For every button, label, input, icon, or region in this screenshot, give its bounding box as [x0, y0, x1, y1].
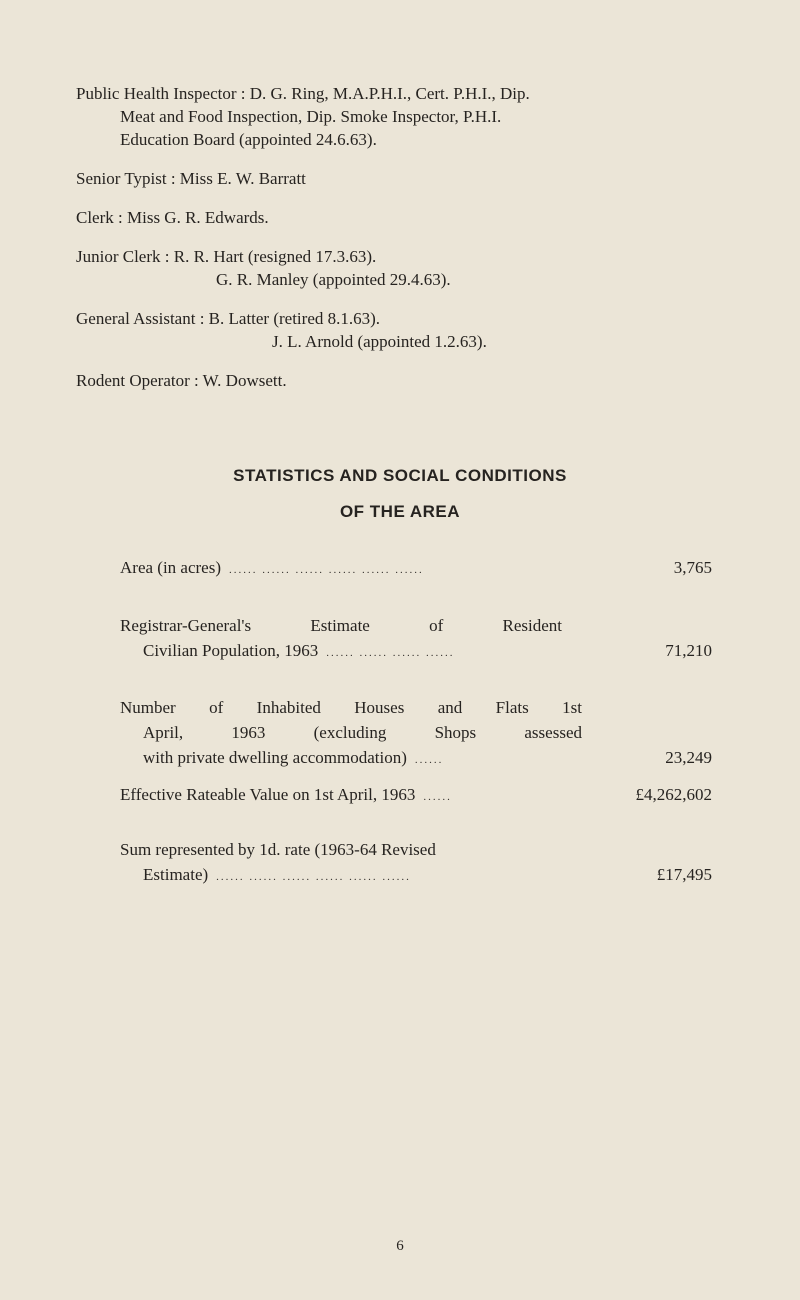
- rateable-value: £4,262,602: [635, 785, 712, 804]
- penny-rate-row: [120, 837, 712, 890]
- population-label-line-2: Civilian Population, 1963: [143, 641, 319, 660]
- population-value: 71,210: [665, 641, 712, 660]
- phi-line-1: Public Health Inspector : D. G. Ring, M.A.P.H.I., Cert. P.H.I., Dip.: [76, 84, 530, 103]
- senior-typist-entry: Senior Typist : Miss E. W. Barratt: [76, 169, 306, 188]
- leader-dots: ...... ...... ...... ......: [326, 647, 455, 659]
- general-assistant-entry: [76, 307, 766, 353]
- penny-rate-value: £17,495: [656, 865, 712, 884]
- houses-value: 23,249: [665, 748, 712, 767]
- population-label-line-1: Registrar-General's Estimate of Resident: [120, 616, 562, 635]
- staff-list: [76, 82, 766, 392]
- rateable-value-row: [120, 782, 712, 810]
- houses-label-line-1: Number of Inhabited Houses and Flats 1st: [120, 698, 582, 717]
- clerk-entry: Clerk : Miss G. R. Edwards.: [76, 208, 269, 227]
- population-row: [120, 613, 712, 666]
- penny-rate-label-line-2: Estimate): [143, 865, 209, 884]
- area-label: Area (in acres): [120, 558, 221, 577]
- junior-clerk-line-1: Junior Clerk : R. R. Hart (resigned 17.3.63).: [76, 247, 377, 266]
- phi-line-2: Meat and Food Inspection, Dip. Smoke Inspector, P.H.I.: [120, 107, 502, 126]
- public-health-inspector-entry: [76, 82, 766, 151]
- leader-dots: ......: [414, 754, 444, 766]
- junior-clerk-line-2: G. R. Manley (appointed 29.4.63).: [216, 270, 451, 289]
- rodent-operator-entry: Rodent Operator : W. Dowsett.: [76, 371, 287, 390]
- phi-line-3: Education Board (appointed 24.6.63).: [120, 130, 377, 149]
- rateable-value-label: Effective Rateable Value on 1st April, 1963: [120, 785, 416, 804]
- section-heading-line-1: STATISTICS AND SOCIAL CONDITIONS: [233, 466, 567, 485]
- junior-clerk-entry: [76, 245, 766, 291]
- page-number: 6: [396, 1238, 404, 1254]
- leader-dots: ...... ...... ...... ...... ...... ......: [216, 871, 411, 883]
- penny-rate-label-line-1: Sum represented by 1d. rate (1963-64 Revised: [120, 840, 436, 859]
- general-assistant-line-2: J. L. Arnold (appointed 1.2.63).: [272, 332, 487, 351]
- houses-label-line-2: April, 1963 (excluding Shops assessed: [143, 723, 582, 742]
- area-row: [120, 555, 712, 583]
- leader-dots: ...... ...... ...... ...... ...... ......: [229, 564, 424, 576]
- houses-row: [120, 695, 712, 773]
- leader-dots: ......: [423, 791, 452, 803]
- houses-label-line-3: with private dwelling accommodation): [143, 748, 407, 767]
- general-assistant-line-1: General Assistant : B. Latter (retired 8.1.63).: [76, 309, 381, 328]
- section-heading-line-2: OF THE AREA: [339, 502, 461, 521]
- area-value: 3,765: [673, 558, 712, 577]
